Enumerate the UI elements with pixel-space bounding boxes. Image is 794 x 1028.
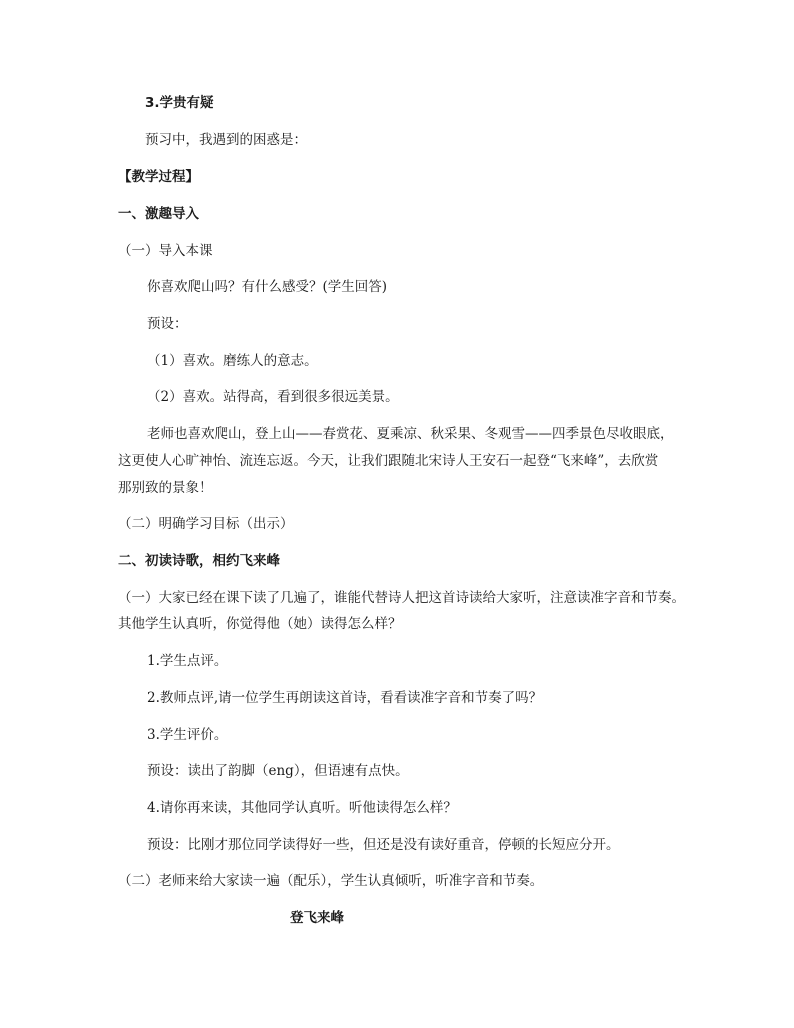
section-3-heading: 3.学贵有疑 bbox=[145, 95, 214, 111]
part-2-preset-1: 预设：读出了韵脚（eng），但语速有点快。 bbox=[147, 763, 409, 779]
part-1-paragraph-line-1: 老师也喜欢爬山，登上山——春赏花、夏乘凉、秋采果、冬观雪——四季景色尽收眼底， bbox=[147, 426, 674, 442]
part-2-heading: 二、初读诗歌，相约飞来峰 bbox=[118, 553, 280, 569]
part-1-option-1: （1）喜欢。磨练人的意志。 bbox=[147, 353, 318, 369]
part-1-paragraph-line-2: 这更使人心旷神怡、流连忘返。今天，让我们跟随北宋诗人王安石一起登“飞来峰”，去欣赏 bbox=[118, 453, 659, 469]
part-1-paragraph-line-3: 那别致的景象！ bbox=[118, 480, 213, 496]
part-1-heading: 一、激趣导入 bbox=[118, 206, 199, 222]
part-2-subheading-1-line-1: （一）大家已经在课下读了几遍了，谁能代替诗人把这首诗读给大家听，注意读准字音和节奏。 bbox=[118, 590, 685, 606]
part-2-item-4: 4.请你再来读，其他同学认真听。听他读得怎么样？ bbox=[147, 800, 457, 816]
part-1-question: 你喜欢爬山吗？有什么感受？(学生回答) bbox=[147, 279, 388, 295]
part-2-item-2: 2.教师点评,请一位学生再朗读这首诗，看看读准字音和节奏了吗？ bbox=[147, 690, 543, 706]
part-1-subheading-1: （一）导入本课 bbox=[118, 243, 213, 259]
part-2-preset-2: 预设：比刚才那位同学读得好一些，但还是没有读好重音，停顿的长短应分开。 bbox=[147, 837, 620, 853]
part-2-subheading-2: （二）老师来给大家读一遍（配乐），学生认真倾听，听准字音和节奏。 bbox=[118, 873, 544, 889]
part-2-subheading-1-line-2: 其他学生认真听，你觉得他（她）读得怎么样？ bbox=[118, 616, 402, 632]
section-3-text: 预习中，我遇到的困惑是： bbox=[145, 132, 307, 148]
teaching-process-heading: 【教学过程】 bbox=[118, 169, 199, 185]
poem-title: 登飞来峰 bbox=[290, 910, 344, 926]
part-2-item-1: 1.学生点评。 bbox=[147, 653, 228, 669]
part-1-option-2: （2）喜欢。站得高，看到很多很远美景。 bbox=[147, 389, 399, 405]
part-1-preset-label: 预设： bbox=[147, 316, 188, 332]
part-2-item-3: 3.学生评价。 bbox=[147, 727, 228, 743]
part-1-subheading-2: （二）明确学习目标（出示） bbox=[118, 516, 294, 532]
